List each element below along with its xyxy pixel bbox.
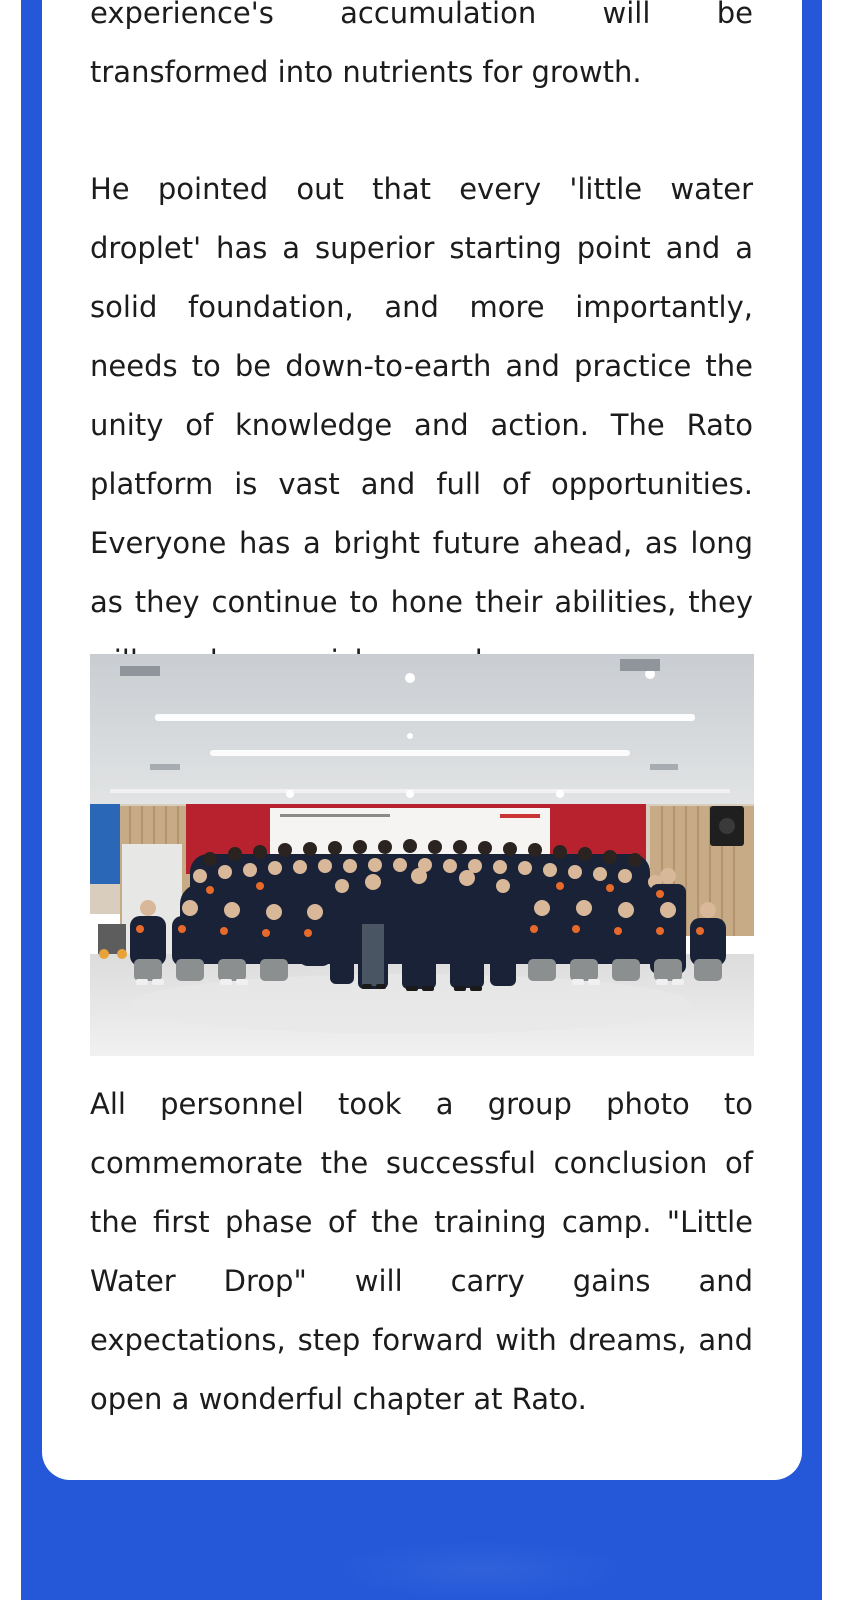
group-photo (90, 654, 754, 1056)
footer-decoration (330, 1540, 630, 1600)
article-paragraph-bottom: All personnel took a group photo to commemorate the successful conclusion of the first phase of the training camp. "Little Water Drop" will carry gains and expectations, step forward with dreams, and open a wonderful chapter at Rato. (90, 1087, 753, 1416)
article-paragraph-middle: He pointed out that every 'little water droplet' has a superior starting point and a solid foundation, and more importantly, needs to be down-to-earth and practice the unity of knowledge and action. The Rato platform is vast and full of opportunities. Everyone has a bright future ahead, as long as they continue to hone their abilities, they (90, 172, 753, 619)
article-paragraph-top: experience's accumulation will be transformed into nutrients for growth. (90, 0, 753, 89)
